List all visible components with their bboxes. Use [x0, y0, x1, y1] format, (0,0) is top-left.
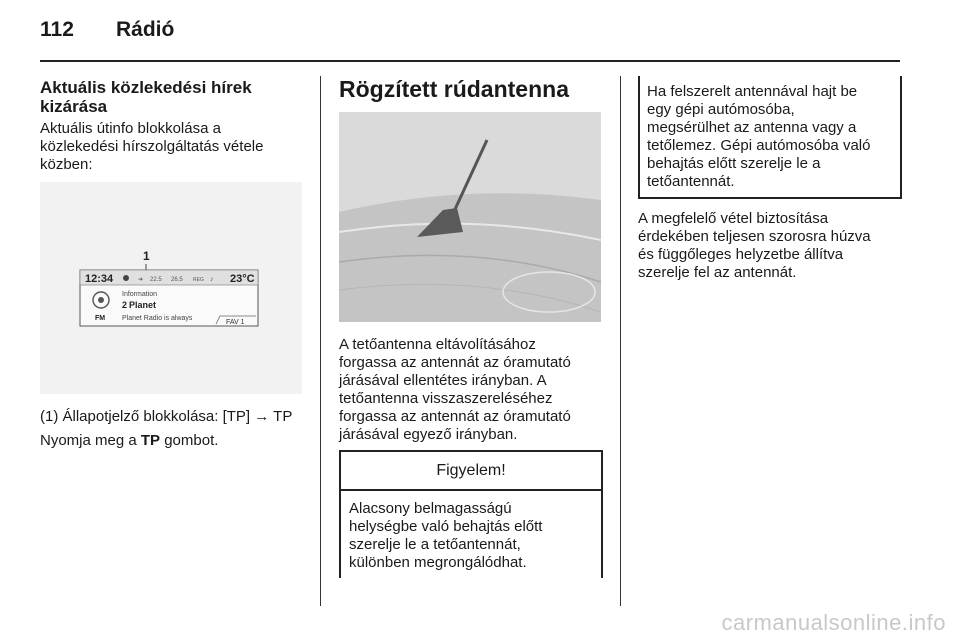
text-line: és függőleges helyzetbe állítva — [638, 246, 844, 263]
watermark-link[interactable]: carmanualsonline.info — [721, 610, 946, 635]
arrow-icon: ➜ — [138, 277, 144, 283]
text-line: A megfelelő vétel biztosítása — [638, 210, 829, 227]
header-rule — [40, 60, 900, 62]
instruction-prefix: Nyomja meg a — [40, 432, 141, 449]
warning-title: Figyelem! — [341, 461, 601, 491]
text-line: forgassa az antennát az óramutató — [339, 354, 571, 371]
text-line: behajtás előtt szerelje le a — [647, 155, 821, 172]
car-wash-notice-box — [638, 76, 902, 199]
column-divider-1 — [320, 76, 321, 606]
rds-text: Planet Radio is always — [122, 315, 193, 322]
instruction-text — [40, 432, 315, 450]
info-label: Information — [122, 291, 158, 298]
text-line: A tetőantenna eltávolításához — [339, 336, 536, 353]
antenna-drawing — [339, 112, 601, 322]
tp-key-label: TP — [140, 432, 161, 449]
reception-instructions — [638, 210, 900, 282]
instruction-suffix: gombot. — [160, 432, 219, 449]
callout-number: 1 — [143, 249, 150, 263]
text-line: Aktuális útinfo blokkolása a — [40, 120, 221, 137]
radio-display-illustration — [40, 182, 302, 394]
text-line: érdekében teljesen szorosra húzva — [638, 228, 871, 245]
value-2: 26.5 — [171, 277, 183, 283]
status-dot-icon — [123, 275, 129, 281]
text-line: Ha felszerelt antennával hajt be — [647, 83, 858, 100]
value-1: 22.5 — [150, 277, 162, 283]
page-number: 112 — [40, 18, 74, 41]
reg-label: REG — [193, 277, 204, 283]
station-name: Planet — [129, 300, 157, 310]
temperature-text: 23°C — [230, 273, 255, 285]
text-line: járásával ellentétes irányban. A — [339, 372, 547, 389]
antenna-heading: Rögzített rúdantenna — [339, 76, 569, 102]
warning-box — [339, 450, 603, 578]
radio-display-drawing — [40, 182, 302, 394]
text-line: Alacsony belmagasságú — [349, 500, 512, 517]
preset-number: 2 — [122, 300, 128, 310]
clock-text: 12:34 — [85, 273, 114, 285]
warning-text — [341, 491, 601, 572]
section-heading-line: kizárása — [40, 97, 108, 116]
text-line: közlekedési hírszolgáltatás vétele — [40, 138, 264, 155]
text-line: szerelje le a tetőantennát, — [349, 536, 521, 553]
text-line: tetőantenna visszaszereléséhez — [339, 390, 553, 407]
text-line: járásával egyező irányban. — [339, 426, 518, 443]
text-line: szerelje fel az antennát. — [638, 264, 797, 281]
text-line: közben: — [40, 156, 93, 173]
radio-signal-icon-center — [98, 297, 104, 303]
antenna-photo — [339, 112, 601, 322]
chapter-title: Rádió — [116, 18, 175, 41]
text-line: egy gépi autómosóba, — [647, 101, 795, 118]
column-divider-2 — [620, 76, 621, 606]
text-line: különben megrongálódhat. — [349, 554, 527, 571]
band-label: FM — [95, 315, 106, 322]
section-heading — [40, 78, 310, 116]
text-line: tetőantennát. — [647, 173, 735, 190]
section-heading-line: Aktuális közlekedési hírek — [40, 78, 252, 97]
figure-caption: (1) Állapotjelző blokkolása: [TP] → TP — [40, 408, 293, 425]
intro-text — [40, 120, 315, 174]
text-line: helységbe való behajtás előtt — [349, 518, 543, 535]
text-line: megsérülhet az antenna vagy a — [647, 119, 857, 136]
antenna-instructions — [339, 336, 614, 444]
text-line: tetőlemez. Gépi autómosóba való — [647, 137, 871, 154]
text-line: forgassa az antennát az óramutató — [339, 408, 571, 425]
volume-icon: ♪ — [210, 276, 214, 283]
fav-label: FAV 1 — [226, 319, 245, 326]
